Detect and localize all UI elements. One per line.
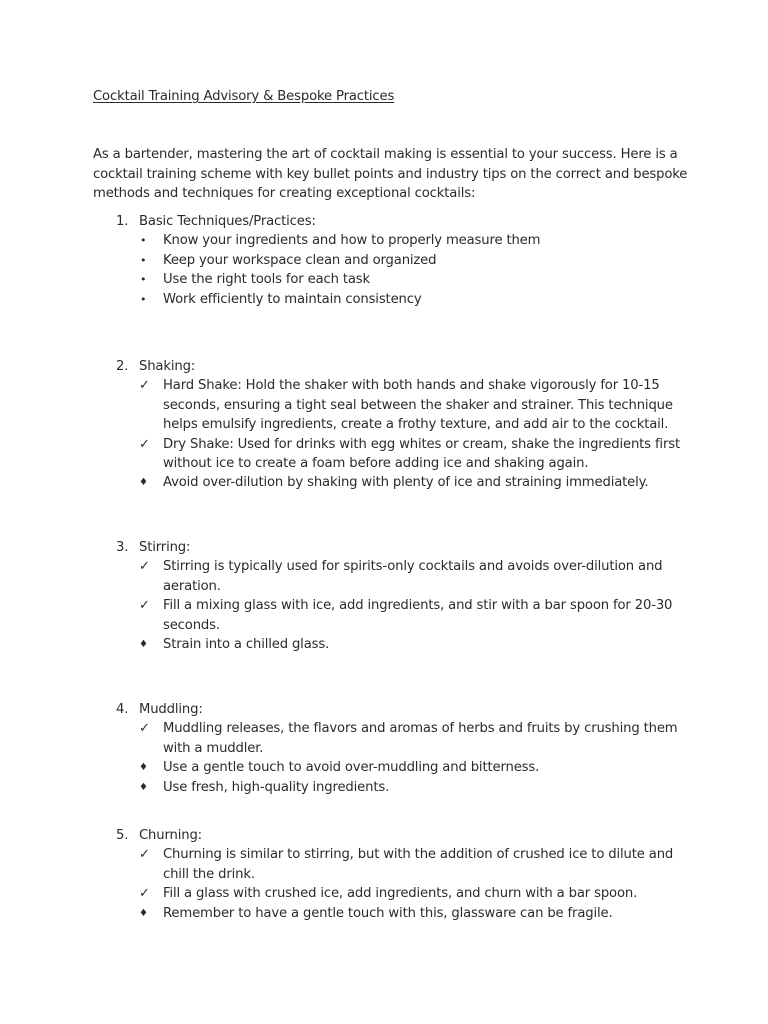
list-item <box>0 251 768 270</box>
section-number: 2. <box>116 359 129 374</box>
checkmark-icon: ✓ <box>139 847 150 863</box>
section-number: 4. <box>116 702 129 717</box>
checkmark-icon: ✓ <box>139 559 150 575</box>
diamond-icon: ♦ <box>139 762 148 774</box>
section-heading <box>0 538 768 557</box>
list-item <box>0 758 768 777</box>
section-muddling <box>0 700 768 797</box>
list-item <box>0 290 768 309</box>
item-text-line: Dry Shake: Used for drinks with egg whites or cream, shake the ingredients first <box>163 436 680 452</box>
item-text-line: Keep your workspace clean and organized <box>163 252 437 268</box>
checkmark-icon: ✓ <box>139 436 150 452</box>
item-text-line: Know your ingredients and how to properly measure them <box>163 233 541 249</box>
section-heading-text: Basic Techniques/Practices: <box>139 214 316 229</box>
bullet-icon: • <box>140 292 147 306</box>
list-item <box>0 884 768 903</box>
item-text-line: helps emulsify ingredients, create a frothy texture, and add air to the cocktail. <box>163 417 669 433</box>
checkmark-icon: ✓ <box>139 378 150 394</box>
item-text-line: Remember to have a gentle touch with this, glassware can be fragile. <box>163 905 613 921</box>
item-text-line: chill the drink. <box>163 866 255 882</box>
item-text-line: Use a gentle touch to avoid over-muddling and bitterness. <box>163 760 540 776</box>
section-heading <box>0 212 768 231</box>
section-churning <box>0 826 768 923</box>
item-text-line: without ice to create a foam before adding ice and shaking again. <box>163 456 589 472</box>
document-title: Cocktail Training Advisory & Bespoke Practices <box>93 89 395 104</box>
item-text-line: seconds, ensuring a tight seal between the shaker and strainer. This technique <box>163 397 673 413</box>
list-item <box>0 596 768 635</box>
list-item <box>0 557 768 596</box>
intro-line: cocktail training scheme with key bullet points and industry tips on the correct and bespoke <box>93 166 688 182</box>
section-number: 3. <box>116 540 129 555</box>
item-text-line: Strain into a chilled glass. <box>163 637 330 653</box>
section-heading-text: Muddling: <box>139 702 203 717</box>
list-item <box>0 845 768 884</box>
section-heading <box>0 826 768 845</box>
list-item <box>0 270 768 289</box>
item-text-line: Stirring is typically used for spirits-only cocktails and avoids over-dilution and <box>163 559 663 575</box>
item-text-line: Churning is similar to stirring, but with the addition of crushed ice to dilute and <box>163 847 674 863</box>
section-stirring <box>0 538 768 654</box>
diamond-icon: ♦ <box>139 477 148 489</box>
bullet-icon: • <box>140 273 147 287</box>
intro-paragraph <box>93 145 693 204</box>
item-text-line: Use fresh, high-quality ingredients. <box>163 779 390 795</box>
section-heading-text: Stirring: <box>139 540 191 555</box>
section-heading-text: Churning: <box>139 828 202 843</box>
diamond-icon: ♦ <box>139 781 148 793</box>
list-item <box>0 376 768 434</box>
item-text-line: Muddling releases, the flavors and aromas of herbs and fruits by crushing them <box>163 721 678 737</box>
bullet-icon: • <box>140 234 147 248</box>
item-text-line: Avoid over-dilution by shaking with plenty of ice and straining immediately. <box>163 475 649 491</box>
item-text-line: Work efficiently to maintain consistency <box>163 291 422 307</box>
item-text-line: seconds. <box>163 617 220 633</box>
list-item <box>0 231 768 250</box>
list-item <box>0 778 768 797</box>
item-text-line: Use the right tools for each task <box>163 272 371 288</box>
list-item <box>0 435 768 474</box>
section-heading <box>0 357 768 376</box>
checkmark-icon: ✓ <box>139 886 150 902</box>
item-text-line: Hard Shake: Hold the shaker with both hands and shake vigorously for 10-15 <box>163 378 660 394</box>
section-heading-text: Shaking: <box>139 359 196 374</box>
section-basic-techniques <box>0 212 768 309</box>
section-shaking <box>0 357 768 493</box>
list-item <box>0 635 768 654</box>
list-item <box>0 719 768 758</box>
list-item <box>0 904 768 923</box>
intro-line: methods and techniques for creating exceptional cocktails: <box>93 186 476 202</box>
section-number: 1. <box>116 214 129 229</box>
section-heading <box>0 700 768 719</box>
checkmark-icon: ✓ <box>139 721 150 737</box>
checkmark-icon: ✓ <box>139 598 150 614</box>
diamond-icon: ♦ <box>139 907 148 919</box>
item-text-line: Fill a mixing glass with ice, add ingredients, and stir with a bar spoon for 20-30 <box>163 598 673 614</box>
diamond-icon: ♦ <box>139 639 148 651</box>
section-number: 5. <box>116 828 129 843</box>
list-item <box>0 473 768 492</box>
intro-line: As a bartender, mastering the art of cocktail making is essential to your success. Here is a <box>93 147 678 162</box>
item-text-line: Fill a glass with crushed ice, add ingredients, and churn with a bar spoon. <box>163 886 638 902</box>
item-text-line: with a muddler. <box>163 740 264 756</box>
bullet-icon: • <box>140 253 147 267</box>
item-text-line: aeration. <box>163 578 221 594</box>
